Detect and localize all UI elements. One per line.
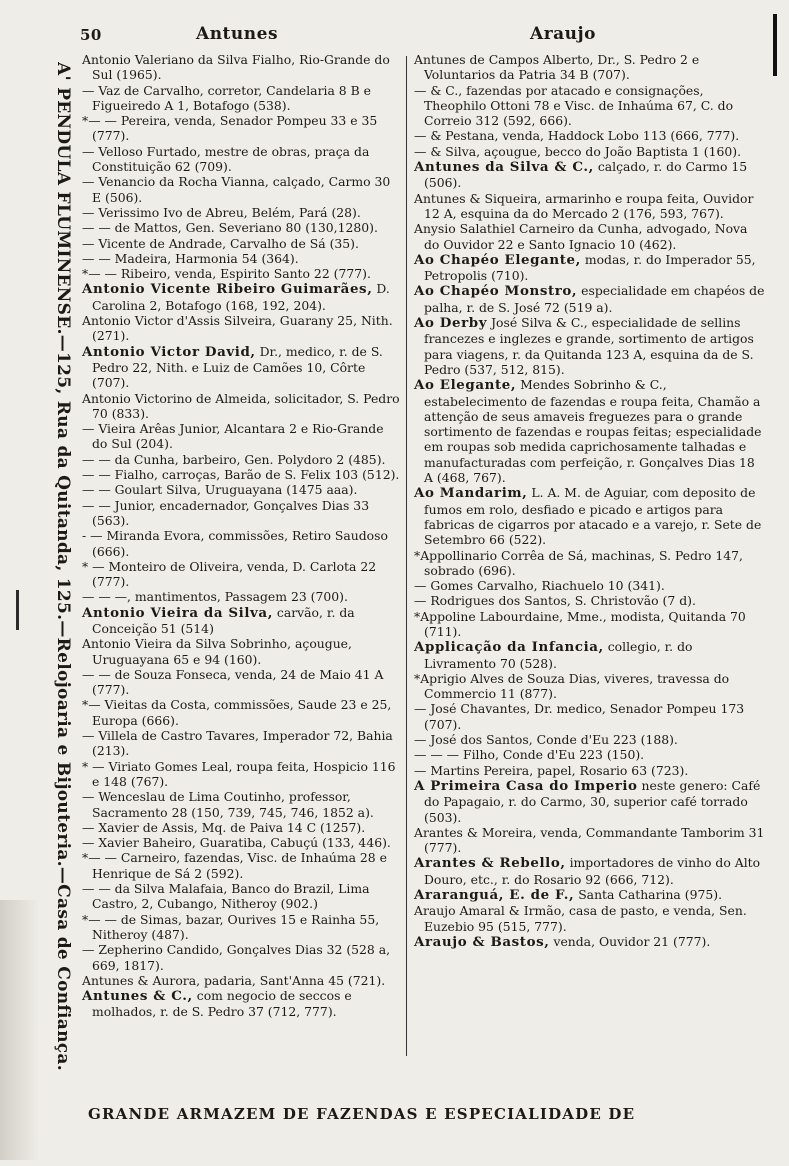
- directory-entry: [414, 903, 766, 934]
- directory-entry: [414, 548, 766, 579]
- directory-entry: [414, 855, 766, 887]
- entry-text: *— — Ribeiro, venda, Espirito Santo 22 (777).: [82, 266, 371, 282]
- directory-entry: [82, 83, 400, 114]
- entry-text: Dr., medico, r. de S. Pedro 22, Nith. e Luiz de Camões 10, Côrte (707).: [92, 343, 383, 391]
- entry-text: calçado, r. do Carmo 15 (506).: [424, 159, 748, 191]
- entry-text: — Vicente de Andrade, Carvalho de Sá (35).: [82, 235, 359, 251]
- entry-text: — Zepherino Candido, Gonçalves Dias 32 (528 a, 669, 1817).: [82, 942, 391, 973]
- directory-entry: [82, 973, 400, 988]
- directory-entry: [82, 452, 400, 467]
- entry-text: — — da Cunha, barbeiro, Gen. Polydoro 2 (485).: [82, 451, 386, 467]
- entry-text: José Silva & C., especialidade de sellins francezes e inglezes e grande, sortimento de artigos para viagens, r. da Quitanda 123 A, esquina da de S. Pedro (537, 512, 815).: [424, 315, 754, 377]
- directory-entry: [414, 609, 766, 640]
- entry-text: Mendes Sobrinho & C., estabelecimento de fazendas e roupa feita, Chamão a attenção de seus amaveis freguezes para o grande sortimento de fazendas e roupas feitas; especialidade em roupas sob medida caprichosamente talhadas e manufacturadas com perfeição, r. Gonçalves Dias 18 A (468, 767).: [424, 377, 762, 486]
- directory-entry: [82, 220, 400, 235]
- directory-entry: [82, 144, 400, 175]
- directory-entry: [82, 881, 400, 912]
- entry-heading: Ao Elegante,: [414, 377, 517, 394]
- entry-text: especialidade em chapéos de palha, r. de S. José 72 (519 a).: [424, 283, 765, 315]
- entry-text: Antonio Valeriano da Silva Fialho, Rio-Grande do Sul (1965).: [82, 52, 390, 83]
- directory-entry: [82, 113, 400, 144]
- entry-text: *— — de Simas, bazar, Ourives 15 e Rainha 55, Nitheroy (487).: [82, 911, 380, 942]
- entry-text: *— — Pereira, venda, Senador Pompeu 33 e 35 (777).: [82, 113, 378, 144]
- directory-entry: [82, 912, 400, 943]
- entry-heading: Ao Derby: [414, 315, 488, 332]
- right-running-head: Araujo: [530, 24, 597, 44]
- directory-entry: [414, 778, 766, 825]
- directory-entry: [414, 671, 766, 702]
- entry-text: — — Fialho, carroças, Barão de S. Felix 103 (512).: [82, 467, 400, 483]
- entry-text: * — Viriato Gomes Leal, roupa feita, Hospicio 116 e 148 (767).: [82, 758, 396, 789]
- directory-entry: [414, 144, 766, 159]
- entry-text: — & C., fazendas por atacado e consignações, Theophilo Ottoni 78 e Visc. de Inhaúma 67, C. do Correio 312 (592, 666).: [414, 82, 734, 129]
- directory-entry: [82, 391, 400, 422]
- entry-text: — Verissimo Ivo de Abreu, Belém, Pará (28).: [82, 204, 361, 220]
- directory-entry: [82, 589, 400, 604]
- entry-text: Antunes de Campos Alberto, Dr., S. Pedro 2 e Voluntarios da Patria 34 B (707).: [414, 52, 700, 83]
- entry-text: — & Pestana, venda, Haddock Lobo 113 (666, 777).: [414, 128, 740, 144]
- directory-entry: [82, 528, 400, 559]
- entry-text: — — de Souza Fonseca, venda, 24 de Maio 41 A (777).: [82, 666, 384, 698]
- directory-entry: [82, 498, 400, 529]
- directory-entry: [414, 732, 766, 747]
- entry-text: — Martins Pereira, papel, Rosario 63 (723).: [414, 762, 689, 778]
- entry-heading: A Primeira Casa do Imperio: [414, 777, 638, 794]
- directory-entry: [82, 850, 400, 881]
- directory-entry: [82, 281, 400, 313]
- directory-entry: [82, 205, 400, 220]
- entry-heading: Antunes & C.,: [82, 988, 193, 1005]
- directory-entry: [82, 467, 400, 482]
- directory-entry: [414, 52, 766, 83]
- directory-entry: [414, 315, 766, 377]
- entry-text: Antunes & Aurora, padaria, Sant'Anna 45 (721).: [82, 972, 386, 988]
- entry-text: — Villela de Castro Tavares, Imperador 72, Bahia (213).: [82, 728, 393, 759]
- directory-entry: [414, 593, 766, 608]
- entry-text: — — Goulart Silva, Uruguayana (1475 aaa).: [82, 482, 358, 498]
- entry-text: *Appollinario Corrêa de Sá, machinas, S. Pedro 147, sobrado (696).: [414, 547, 743, 578]
- directory-entry: [82, 344, 400, 391]
- entry-text: collegio, r. do Livramento 70 (528).: [424, 639, 693, 671]
- directory-entry: [414, 763, 766, 778]
- entry-text: — Rodrigues dos Santos, S. Christovão (7 d).: [414, 593, 696, 609]
- entry-text: Araujo Amaral & Irmão, casa de pasto, e venda, Sen. Euzebio 95 (515, 777).: [414, 903, 747, 934]
- directory-entry: [414, 887, 766, 903]
- entry-heading: Antonio Vicente Ribeiro Guimarães,: [82, 281, 373, 298]
- directory-entry: [414, 252, 766, 284]
- directory-entry: [414, 825, 766, 856]
- entry-text: — — Junior, encadernador, Gonçalves Dias 33 (563).: [82, 497, 370, 528]
- entry-text: Antunes & Siqueira, armarinho e roupa feita, Ouvidor 12 A, esquina da do Mercado 2 (176, 593, 767).: [414, 190, 754, 221]
- directory-entry: [414, 578, 766, 593]
- entry-heading: Araujo & Bastos,: [414, 933, 550, 950]
- entry-text: — Venancio da Rocha Vianna, calçado, Carmo 30 E (506).: [82, 174, 391, 205]
- directory-entry: [82, 52, 400, 83]
- right-column: [414, 52, 766, 950]
- directory-entry: [414, 191, 766, 222]
- directory-entry: [414, 221, 766, 252]
- directory-entry: [414, 485, 766, 547]
- directory-entry: [414, 747, 766, 762]
- entry-heading: Ao Chapéo Monstro,: [414, 283, 578, 300]
- margin-mark: [16, 590, 19, 630]
- page-number: 50: [80, 26, 102, 44]
- directory-entry: [414, 283, 766, 315]
- entry-text: L. A. M. de Aguiar, com deposito de fumos em rolo, desfiado e picado e artigos para fabricas de cigarros por atacado e a varejo, r. Sete de Setembro 66 (522).: [424, 485, 762, 548]
- entry-text: * — Monteiro de Oliveira, venda, D. Carlota 22 (777).: [82, 558, 377, 590]
- entry-text: com negocio de seccos e molhados, r. de S. Pedro 37 (712, 777).: [92, 988, 352, 1020]
- entry-text: — — da Silva Malafaia, Banco do Brazil, Lima Castro, 2, Cubango, Nitheroy (902.): [82, 881, 370, 912]
- entry-heading: Ao Chapéo Elegante,: [414, 251, 581, 268]
- directory-entry: [414, 639, 766, 671]
- directory-entry: [82, 667, 400, 698]
- directory-entry: [82, 482, 400, 497]
- column-divider: [406, 56, 407, 1056]
- entry-text: *— — Carneiro, fazendas, Visc. de Inhaúma 28 e Henrique de Sá 2 (592).: [82, 850, 387, 881]
- entry-text: — — —, mantimentos, Passagem 23 (700).: [82, 589, 348, 605]
- entry-text: Santa Catharina (975).: [574, 887, 723, 903]
- directory-entry: [82, 820, 400, 835]
- directory-entry: [82, 942, 400, 973]
- directory-entry: [82, 988, 400, 1020]
- entry-text: venda, Ouvidor 21 (777).: [549, 933, 711, 949]
- directory-entry: [414, 934, 766, 950]
- directory-entry: [82, 174, 400, 205]
- entry-text: D. Carolina 2, Botafogo (168, 192, 204).: [92, 281, 390, 313]
- directory-entry: [82, 697, 400, 728]
- directory-entry: [82, 236, 400, 251]
- entry-text: — José Chavantes, Dr. medico, Senador Pompeu 173 (707).: [414, 701, 745, 732]
- entry-text: Antonio Victorino de Almeida, solicitador, S. Pedro 70 (833).: [82, 390, 400, 421]
- entry-text: — Xavier de Assis, Mq. de Paiva 14 C (1257).: [82, 819, 366, 835]
- directory-entry: [82, 835, 400, 850]
- entry-text: carvão, r. da Conceição 51 (514): [92, 604, 355, 636]
- entry-text: *Appoline Labourdaine, Mme., modista, Quitanda 70 (711).: [414, 608, 746, 639]
- entry-text: Anysio Salathiel Carneiro da Cunha, advogado, Nova do Ouvidor 22 e Santo Ignacio 10 (462).: [414, 221, 748, 252]
- directory-entry: [414, 159, 766, 191]
- entry-heading: Applicação da Infancia,: [414, 639, 604, 656]
- entry-heading: Antunes da Silva & C.,: [414, 159, 594, 176]
- directory-entry: [414, 128, 766, 143]
- entry-text: — Gomes Carvalho, Riachuelo 10 (341).: [414, 578, 665, 594]
- entry-text: — José dos Santos, Conde d'Eu 223 (188).: [414, 732, 678, 748]
- entry-text: modas, r. do Imperador 55, Petropolis (710).: [424, 251, 756, 284]
- scan-shadow: [0, 900, 40, 1160]
- entry-text: Arantes & Moreira, venda, Commandante Tamborim 31 (777).: [414, 824, 765, 856]
- entry-heading: Antonio Victor David,: [82, 343, 256, 360]
- entry-text: — Velloso Furtado, mestre de obras, praça da Constituição 62 (709).: [82, 143, 370, 175]
- directory-entry: [82, 728, 400, 759]
- footer-advertisement: GRANDE ARMAZEM DE FAZENDAS E ESPECIALIDADE DE: [88, 1105, 636, 1123]
- left-column: [82, 52, 400, 1020]
- vertical-advertisement-text: A' PENDULA FLUMINENSE.—125, Rua da Quitanda, 125.—Relojoaria e Bijouteria.—Casa de Confiança.: [53, 62, 73, 1071]
- entry-text: — Wenceslau de Lima Coutinho, professor, Sacramento 28 (150, 739, 745, 746, 1852 a).: [82, 789, 374, 820]
- left-running-head: Antunes: [196, 24, 279, 44]
- entry-text: — Xavier Baheiro, Guaratiba, Cabuçú (133, 446).: [82, 835, 391, 851]
- entry-text: — & Silva, açougue, becco do João Baptista 1 (160).: [414, 143, 742, 159]
- entry-text: *— Vieitas da Costa, commissões, Saude 23 e 25, Europa (666).: [82, 697, 392, 728]
- directory-entry: [82, 789, 400, 820]
- directory-entry: [82, 759, 400, 790]
- directory-entry: [414, 83, 766, 129]
- entry-text: — — — Filho, Conde d'Eu 223 (150).: [414, 747, 645, 763]
- entry-heading: Antonio Vieira da Silva,: [82, 604, 273, 621]
- entry-text: Antonio Vieira da Silva Sobrinho, açougue, Uruguayana 65 e 94 (160).: [82, 636, 352, 667]
- entry-text: — Vaz de Carvalho, corretor, Candelaria 8 B e Figueiredo A 1, Botafogo (538).: [82, 82, 371, 113]
- entry-text: importadores de vinho do Alto Douro, etc., r. do Rosario 92 (666, 712).: [424, 855, 761, 887]
- directory-entry: [82, 559, 400, 590]
- entry-text: neste genero: Café do Papagaio, r. do Carmo, 30, superior café torrado (503).: [424, 777, 761, 825]
- directory-entry: [414, 701, 766, 732]
- directory-entry: [82, 636, 400, 667]
- directory-entry: [82, 251, 400, 266]
- directory-entry: [82, 266, 400, 281]
- entry-heading: Araranguá, E. de F.,: [414, 887, 575, 904]
- directory-entry: [82, 421, 400, 452]
- directory-entry: [82, 313, 400, 344]
- page-edge-mark: [773, 14, 777, 76]
- entry-text: - — Miranda Evora, commissões, Retiro Saudoso (666).: [82, 528, 388, 559]
- entry-text: — Vieira Arêas Junior, Alcantara 2 e Rio-Grande do Sul (204).: [82, 421, 384, 452]
- entry-text: — — de Mattos, Gen. Severiano 80 (130,1280).: [82, 220, 378, 236]
- entry-text: *Aprigio Alves de Souza Dias, viveres, travessa do Commercio 11 (877).: [414, 670, 730, 702]
- entry-heading: Arantes & Rebello,: [414, 855, 566, 872]
- entry-heading: Ao Mandarim,: [414, 485, 528, 502]
- directory-entry: [82, 605, 400, 637]
- entry-text: Antonio Victor d'Assis Silveira, Guarany 25, Nith. (271).: [82, 313, 393, 344]
- vertical-advertisement: [48, 62, 78, 1072]
- directory-entry: [414, 377, 766, 485]
- entry-text: — — Madeira, Harmonia 54 (364).: [82, 250, 299, 266]
